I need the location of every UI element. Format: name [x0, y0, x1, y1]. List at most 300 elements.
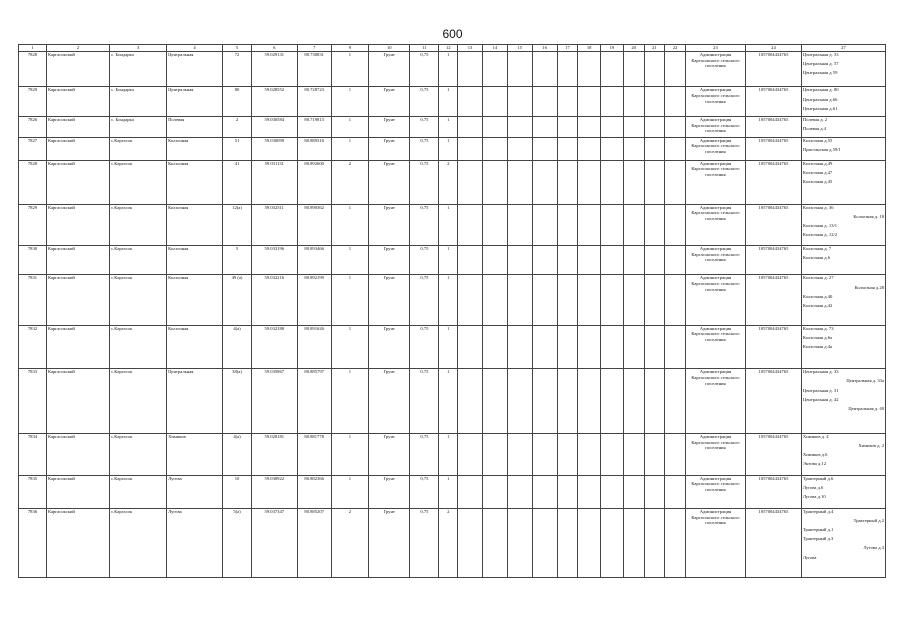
- table-row: [19, 246, 886, 275]
- administration-cell: Администрация Каргасокского сельского поселения: [685, 116, 745, 137]
- empty-cell: [665, 509, 686, 578]
- empty-cell: [458, 433, 483, 475]
- served-address: Трактерный д.4: [802, 509, 834, 515]
- empty-cell: [532, 275, 557, 325]
- empty-cell: [532, 137, 557, 160]
- column-number: 22: [665, 45, 686, 52]
- empty-cell: [458, 160, 483, 204]
- empty-cell: [644, 160, 665, 204]
- ogrn-cell: 1057004434765: [745, 433, 801, 475]
- area-cell: 0,75: [410, 116, 439, 137]
- empty-cell: [623, 369, 644, 434]
- latitude-cell: 59.028181: [252, 433, 298, 475]
- container-count-cell: 1: [331, 87, 368, 116]
- empty-cell: [578, 137, 601, 160]
- column-12-cell: 1: [439, 116, 458, 137]
- empty-cell: [623, 137, 644, 160]
- empty-cell: [623, 246, 644, 275]
- empty-cell: [557, 275, 578, 325]
- row-number: 7835: [19, 475, 47, 508]
- administration-cell: Администрация Каргасокского сельского поселения: [685, 475, 745, 508]
- container-count-cell: 2: [331, 509, 368, 578]
- container-count-cell: 1: [331, 116, 368, 137]
- longitude-cell: 80.730831: [297, 52, 331, 87]
- district-cell: Каргасокский: [46, 204, 109, 246]
- longitude-cell: 80.892199: [297, 275, 331, 325]
- table-row: [19, 275, 886, 325]
- ogrn-cell: 1057004434765: [745, 275, 801, 325]
- column-number: 13: [458, 45, 483, 52]
- row-number: 7826: [19, 116, 47, 137]
- street-cell: Колхозная: [167, 160, 223, 204]
- container-count-cell: 1: [331, 52, 368, 87]
- column-12-cell: 1: [439, 87, 458, 116]
- empty-cell: [665, 52, 686, 87]
- column-12-cell: 1: [439, 204, 458, 246]
- column-number: 18: [578, 45, 601, 52]
- latitude-cell: 59.035867: [252, 369, 298, 434]
- empty-cell: [482, 369, 507, 434]
- empty-cell: [507, 204, 532, 246]
- district-cell: Каргасокский: [46, 475, 109, 508]
- served-address: Центральная д.61: [802, 105, 838, 111]
- empty-cell: [482, 433, 507, 475]
- served-address: Трактерный д.1: [802, 527, 834, 533]
- area-cell: 0,75: [410, 160, 439, 204]
- latitude-cell: 59.032216: [252, 275, 298, 325]
- empty-cell: [601, 52, 624, 87]
- empty-cell: [644, 116, 665, 137]
- empty-cell: [507, 369, 532, 434]
- settlement-cell: с.Каргасок: [110, 509, 167, 578]
- served-address: Колхозная д.55: [802, 137, 833, 143]
- empty-cell: [532, 52, 557, 87]
- street-cell: Химиков: [167, 433, 223, 475]
- house-cell: 41: [223, 160, 252, 204]
- empty-cell: [557, 246, 578, 275]
- served-address: Пристанская д.59/1: [802, 146, 841, 152]
- empty-cell: [458, 246, 483, 275]
- empty-cell: [601, 160, 624, 204]
- table-body: [19, 52, 886, 578]
- ogrn-cell: 1057004434765: [745, 160, 801, 204]
- ogrn-cell: 1057004434765: [745, 137, 801, 160]
- administration-cell: Администрация Каргасокского сельского поселения: [685, 509, 745, 578]
- latitude-cell: 59.028552: [252, 87, 298, 116]
- served-address: Центральная д. 33а: [846, 378, 884, 384]
- house-cell: 51: [223, 137, 252, 160]
- street-cell: Полевая: [167, 116, 223, 137]
- settlement-cell: с. Бондарка: [110, 52, 167, 87]
- container-count-cell: 1: [331, 137, 368, 160]
- street-cell: Колхозная: [167, 137, 223, 160]
- row-number: 7834: [19, 433, 47, 475]
- empty-cell: [532, 369, 557, 434]
- longitude-cell: 80.882366: [297, 475, 331, 508]
- served-address: Трактерный д.6: [802, 475, 834, 481]
- empty-cell: [507, 116, 532, 137]
- empty-cell: [601, 509, 624, 578]
- empty-cell: [458, 52, 483, 87]
- empty-cell: [557, 433, 578, 475]
- empty-cell: [644, 475, 665, 508]
- container-count-cell: 1: [331, 369, 368, 434]
- empty-cell: [482, 116, 507, 137]
- empty-cell: [644, 137, 665, 160]
- container-count-cell: 1: [331, 204, 368, 246]
- empty-cell: [644, 325, 665, 369]
- table-row: [19, 475, 886, 508]
- street-cell: Центральная: [167, 52, 223, 87]
- row-number: 7829: [19, 87, 47, 116]
- empty-cell: [644, 246, 665, 275]
- empty-cell: [532, 433, 557, 475]
- served-address: Центральная д. 53: [802, 52, 839, 57]
- row-number: 7836: [19, 509, 47, 578]
- empty-cell: [507, 275, 532, 325]
- column-12-cell: 2: [439, 509, 458, 578]
- empty-cell: [458, 204, 483, 246]
- served-address: Колхозная д. 13/1: [802, 222, 838, 228]
- longitude-cell: 80.889316: [297, 137, 331, 160]
- column-number: 24: [745, 45, 801, 52]
- page-number: 600: [442, 27, 463, 41]
- container-count-cell: 1: [331, 246, 368, 275]
- table-row: [19, 204, 886, 246]
- settlement-cell: с. Бондарка: [110, 87, 167, 116]
- table-row: [19, 433, 886, 475]
- house-cell: 4(а): [223, 433, 252, 475]
- empty-cell: [482, 509, 507, 578]
- settlement-cell: с.Каргасок: [110, 246, 167, 275]
- served-addresses-cell: [801, 87, 885, 116]
- column-number: 4: [167, 45, 223, 52]
- empty-cell: [507, 325, 532, 369]
- column-number: 6: [252, 45, 298, 52]
- empty-cell: [578, 52, 601, 87]
- district-cell: Каргасокский: [46, 433, 109, 475]
- empty-cell: [557, 116, 578, 137]
- longitude-cell: 80.728723: [297, 87, 331, 116]
- served-address: Трактерный д.2: [853, 518, 884, 524]
- surface-cell: Грунт: [369, 369, 410, 434]
- empty-cell: [578, 204, 601, 246]
- empty-cell: [507, 160, 532, 204]
- surface-cell: Грунт: [369, 204, 410, 246]
- empty-cell: [578, 475, 601, 508]
- empty-cell: [578, 509, 601, 578]
- settlement-cell: с.Каргасок: [110, 275, 167, 325]
- container-count-cell: 1: [331, 433, 368, 475]
- empty-cell: [665, 204, 686, 246]
- settlement-cell: с.Каргасок: [110, 475, 167, 508]
- empty-cell: [623, 160, 644, 204]
- latitude-cell: 59.038922: [252, 475, 298, 508]
- empty-cell: [532, 325, 557, 369]
- ogrn-cell: 1057004434765: [745, 369, 801, 434]
- latitude-cell: 59.030584: [252, 116, 298, 137]
- empty-cell: [578, 87, 601, 116]
- container-count-cell: 2: [331, 160, 368, 204]
- empty-cell: [557, 509, 578, 578]
- area-cell: 0,75: [410, 369, 439, 434]
- column-12-cell: 1: [439, 275, 458, 325]
- served-address: Колхозная д. 18: [853, 213, 884, 219]
- empty-cell: [458, 87, 483, 116]
- table-row: [19, 87, 886, 116]
- served-address: Лугова д.6: [802, 484, 824, 490]
- surface-cell: Грунт: [369, 509, 410, 578]
- table-row: [19, 116, 886, 137]
- empty-cell: [507, 475, 532, 508]
- empty-cell: [644, 87, 665, 116]
- empty-cell: [623, 509, 644, 578]
- settlement-cell: с. Бондарка: [110, 116, 167, 137]
- registry-table: [18, 44, 886, 578]
- served-address: Колхозная д.6а: [802, 334, 833, 340]
- empty-cell: [601, 369, 624, 434]
- house-cell: 4(а): [223, 325, 252, 369]
- ogrn-cell: 1057004434765: [745, 204, 801, 246]
- column-number: 14: [482, 45, 507, 52]
- street-cell: Колхозная: [167, 275, 223, 325]
- ogrn-cell: 1057004434765: [745, 509, 801, 578]
- empty-cell: [644, 433, 665, 475]
- empty-cell: [482, 275, 507, 325]
- latitude-cell: 59.032511: [252, 204, 298, 246]
- area-cell: 0,75: [410, 87, 439, 116]
- empty-cell: [507, 509, 532, 578]
- row-number: 7833: [19, 369, 47, 434]
- empty-cell: [665, 87, 686, 116]
- house-cell: 38(а): [223, 369, 252, 434]
- empty-cell: [665, 116, 686, 137]
- area-cell: 0,75: [410, 137, 439, 160]
- served-address: Центральная д. 31: [802, 387, 839, 393]
- column-number: 1: [19, 45, 47, 52]
- empty-cell: [623, 325, 644, 369]
- column-number: 17: [557, 45, 578, 52]
- latitude-cell: 59.033196: [252, 246, 298, 275]
- settlement-cell: с.Каргасок: [110, 433, 167, 475]
- container-count-cell: 1: [331, 475, 368, 508]
- district-cell: Каргасокский: [46, 137, 109, 160]
- served-address: Энтова д.12: [802, 461, 827, 467]
- empty-cell: [601, 275, 624, 325]
- surface-cell: Грунт: [369, 275, 410, 325]
- empty-cell: [601, 246, 624, 275]
- empty-cell: [532, 87, 557, 116]
- empty-cell: [601, 433, 624, 475]
- empty-cell: [601, 475, 624, 508]
- empty-cell: [557, 52, 578, 87]
- district-cell: Каргасокский: [46, 160, 109, 204]
- served-address: Колхозная д.6: [802, 255, 831, 261]
- empty-cell: [532, 509, 557, 578]
- table-row: [19, 369, 886, 434]
- settlement-cell: с.Каргасок: [110, 369, 167, 434]
- served-addresses-cell: [801, 52, 885, 87]
- administration-cell: Администрация Каргасокского сельского поселения: [685, 52, 745, 87]
- empty-cell: [507, 433, 532, 475]
- served-addresses-cell: [801, 475, 885, 508]
- empty-cell: [557, 137, 578, 160]
- row-number: 7828: [19, 52, 47, 87]
- empty-cell: [482, 204, 507, 246]
- empty-cell: [665, 275, 686, 325]
- column-12-cell: 1: [439, 475, 458, 508]
- empty-cell: [557, 369, 578, 434]
- served-address: Колхозная д. 36: [802, 204, 834, 210]
- empty-cell: [458, 325, 483, 369]
- served-address: Колхозная д.47: [802, 169, 833, 175]
- administration-cell: Администрация Каргасокского сельского поселения: [685, 246, 745, 275]
- empty-cell: [623, 204, 644, 246]
- surface-cell: Грунт: [369, 246, 410, 275]
- empty-cell: [623, 475, 644, 508]
- served-addresses-cell: [801, 509, 885, 578]
- served-address: Центральная д. 42: [802, 396, 839, 402]
- served-addresses-cell: [801, 160, 885, 204]
- surface-cell: Грунт: [369, 475, 410, 508]
- house-cell: 12(а): [223, 204, 252, 246]
- house-cell: 72: [223, 52, 252, 87]
- empty-cell: [507, 87, 532, 116]
- served-address: Центральная д. 40: [848, 405, 884, 411]
- street-cell: Центральная: [167, 369, 223, 434]
- empty-cell: [665, 137, 686, 160]
- longitude-cell: 80.890362: [297, 204, 331, 246]
- empty-cell: [644, 204, 665, 246]
- container-count-cell: 1: [331, 275, 368, 325]
- empty-cell: [482, 246, 507, 275]
- served-address: Колхозная д.40: [802, 293, 833, 299]
- empty-cell: [557, 160, 578, 204]
- administration-cell: Администрация Каргасокского сельского поселения: [685, 369, 745, 434]
- column-12-cell: 1: [439, 246, 458, 275]
- served-address: Центральная д 59: [802, 70, 838, 76]
- column-number: 16: [532, 45, 557, 52]
- empty-cell: [482, 325, 507, 369]
- served-address: Лугова д.3: [863, 545, 884, 551]
- empty-cell: [623, 52, 644, 87]
- served-address: Полевая д.4: [802, 126, 826, 132]
- column-12-cell: 1: [439, 369, 458, 434]
- served-addresses-cell: [801, 246, 885, 275]
- column-number: 10: [369, 45, 410, 52]
- settlement-cell: с.Каргасок: [110, 325, 167, 369]
- district-cell: Каргасокский: [46, 275, 109, 325]
- served-addresses-cell: [801, 137, 885, 160]
- served-address: Полевая д. 2: [802, 116, 828, 122]
- empty-cell: [557, 87, 578, 116]
- surface-cell: Грунт: [369, 52, 410, 87]
- administration-cell: Администрация Каргасокского сельского поселения: [685, 275, 745, 325]
- served-address: Химиков д.6: [802, 452, 828, 458]
- longitude-cell: 80.881778: [297, 433, 331, 475]
- empty-cell: [482, 137, 507, 160]
- area-cell: 0,75: [410, 433, 439, 475]
- empty-cell: [665, 246, 686, 275]
- column-number: 7: [297, 45, 331, 52]
- served-address: Колхозная д. 27: [802, 275, 834, 281]
- served-address: Колхозная д.45: [802, 178, 833, 184]
- settlement-cell: с.Каргасок: [110, 160, 167, 204]
- empty-cell: [665, 475, 686, 508]
- column-12-cell: 1: [439, 52, 458, 87]
- column-12-cell: 1: [439, 137, 458, 160]
- ogrn-cell: 1057004434765: [745, 116, 801, 137]
- empty-cell: [578, 160, 601, 204]
- area-cell: 0,75: [410, 275, 439, 325]
- surface-cell: Грунт: [369, 137, 410, 160]
- empty-cell: [482, 87, 507, 116]
- empty-cell: [578, 325, 601, 369]
- empty-cell: [623, 433, 644, 475]
- served-address: Центральная д. 33: [802, 369, 839, 375]
- empty-cell: [482, 52, 507, 87]
- served-address: Трактерный д.3: [802, 536, 834, 542]
- settlement-cell: с.Каргасок: [110, 137, 167, 160]
- row-number: 7829: [19, 204, 47, 246]
- served-address: Центральная д. 80: [802, 87, 839, 93]
- empty-cell: [507, 52, 532, 87]
- empty-cell: [601, 116, 624, 137]
- longitude-cell: 80.891626: [297, 325, 331, 369]
- empty-cell: [578, 369, 601, 434]
- latitude-cell: 59.032188: [252, 325, 298, 369]
- house-cell: 10: [223, 475, 252, 508]
- column-number: 12: [439, 45, 458, 52]
- surface-cell: Грунт: [369, 325, 410, 369]
- row-number: 7827: [19, 137, 47, 160]
- column-number-row: [19, 45, 886, 52]
- area-cell: 0,75: [410, 52, 439, 87]
- administration-cell: Администрация Каргасокского сельского поселения: [685, 87, 745, 116]
- column-number: 19: [601, 45, 624, 52]
- served-address: Колхозная д. 12/2: [802, 231, 838, 237]
- column-12-cell: 1: [439, 325, 458, 369]
- column-number: 11: [410, 45, 439, 52]
- settlement-cell: с.Каргасок: [110, 204, 167, 246]
- administration-cell: Администрация Каргасокского сельского поселения: [685, 204, 745, 246]
- latitude-cell: 59.029131: [252, 52, 298, 87]
- served-addresses-cell: [801, 369, 885, 434]
- column-number: 27: [801, 45, 885, 52]
- house-cell: 5: [223, 246, 252, 275]
- street-cell: Лугова: [167, 509, 223, 578]
- empty-cell: [482, 160, 507, 204]
- served-address: Колхозная д.49: [802, 160, 833, 166]
- empty-cell: [601, 137, 624, 160]
- surface-cell: Грунт: [369, 433, 410, 475]
- empty-cell: [665, 433, 686, 475]
- empty-cell: [482, 475, 507, 508]
- empty-cell: [601, 325, 624, 369]
- street-cell: Колхозная: [167, 204, 223, 246]
- empty-cell: [458, 475, 483, 508]
- latitude-cell: 59.030099: [252, 137, 298, 160]
- street-cell: Колхозная: [167, 325, 223, 369]
- empty-cell: [557, 325, 578, 369]
- empty-cell: [623, 87, 644, 116]
- empty-cell: [458, 369, 483, 434]
- row-number: 7832: [19, 325, 47, 369]
- empty-cell: [557, 204, 578, 246]
- empty-cell: [532, 204, 557, 246]
- served-address: Центральная д. 57: [802, 61, 839, 67]
- administration-cell: Администрация Каргасокского сельского поселения: [685, 325, 745, 369]
